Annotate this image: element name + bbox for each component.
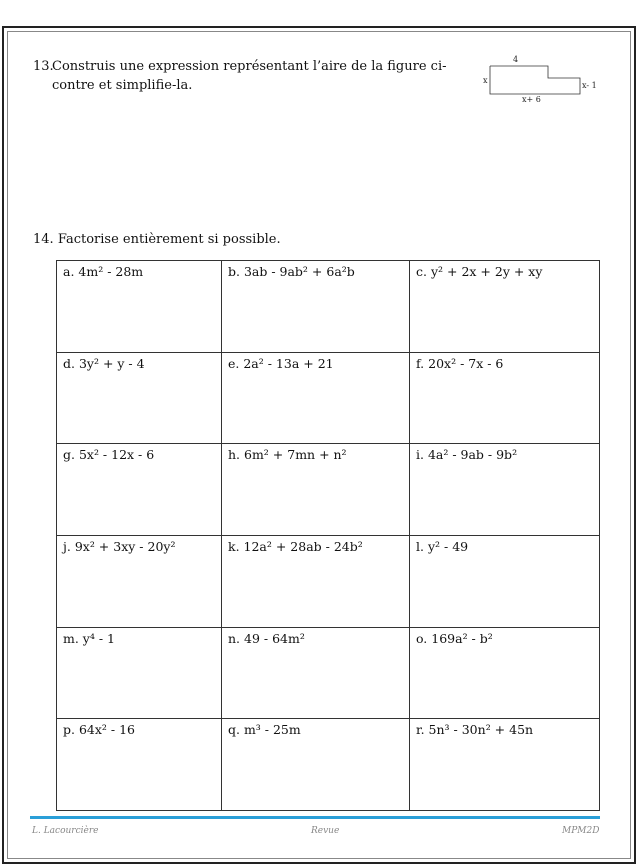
question-13 [33,57,453,95]
figure-right-label: x- 1 [582,81,597,90]
grid-cell-g: g. 5x² - 12x - 6 [57,444,222,536]
grid-cell-o: o. 169a² - b² [410,627,600,719]
grid-cell-k: k. 12a² + 28ab - 24b² [222,535,410,627]
grid-row [57,627,600,719]
grid-cell-n: n. 49 - 64m² [222,627,410,719]
grid-cell-m: m. y⁴ - 1 [57,627,222,719]
factorisation-grid [56,260,600,811]
grid-cell-e: e. 2a² - 13a + 21 [222,352,410,444]
grid-row [57,261,600,353]
grid-cell-h: h. 6m² + 7mn + n² [222,444,410,536]
question-14 [33,232,281,247]
grid-cell-j: j. 9x² + 3xy - 20y² [57,535,222,627]
question-14-text: Factorise entièrement si possible. [57,232,281,247]
grid-cell-i: i. 4a² - 9ab - 9b² [410,444,600,536]
grid-row [57,444,600,536]
question-14-number: 14. [33,232,54,247]
footer-author: L. Lacourcière [32,826,99,836]
grid-row [57,352,600,444]
grid-cell-a: a. 4m² - 28m [57,261,222,353]
figure-bottom-label: x+ 6 [522,95,541,104]
area-figure-shape [478,54,608,106]
grid-cell-f: f. 20x² - 7x - 6 [410,352,600,444]
area-figure [478,54,608,106]
question-13-number: 13. [33,59,54,74]
footer-course: MPM2D [562,826,600,836]
figure-left-label: x [483,76,488,85]
grid-cell-c: c. y² + 2x + 2y + xy [410,261,600,353]
grid-row [57,719,600,811]
grid-cell-l: l. y² - 49 [410,535,600,627]
question-13-text: Construis une expression représentant l’aire de la figure ci-contre et simplifie-la. [52,59,447,93]
footer-divider [30,816,600,819]
grid-cell-p: p. 64x² - 16 [57,719,222,811]
footer-title: Revue [311,826,340,836]
figure-top-label: 4 [513,55,519,64]
grid-cell-q: q. m³ - 25m [222,719,410,811]
grid-cell-d: d. 3y² + y - 4 [57,352,222,444]
grid-cell-r: r. 5n³ - 30n² + 45n [410,719,600,811]
grid-cell-b: b. 3ab - 9ab² + 6a²b [222,261,410,353]
grid-row [57,535,600,627]
